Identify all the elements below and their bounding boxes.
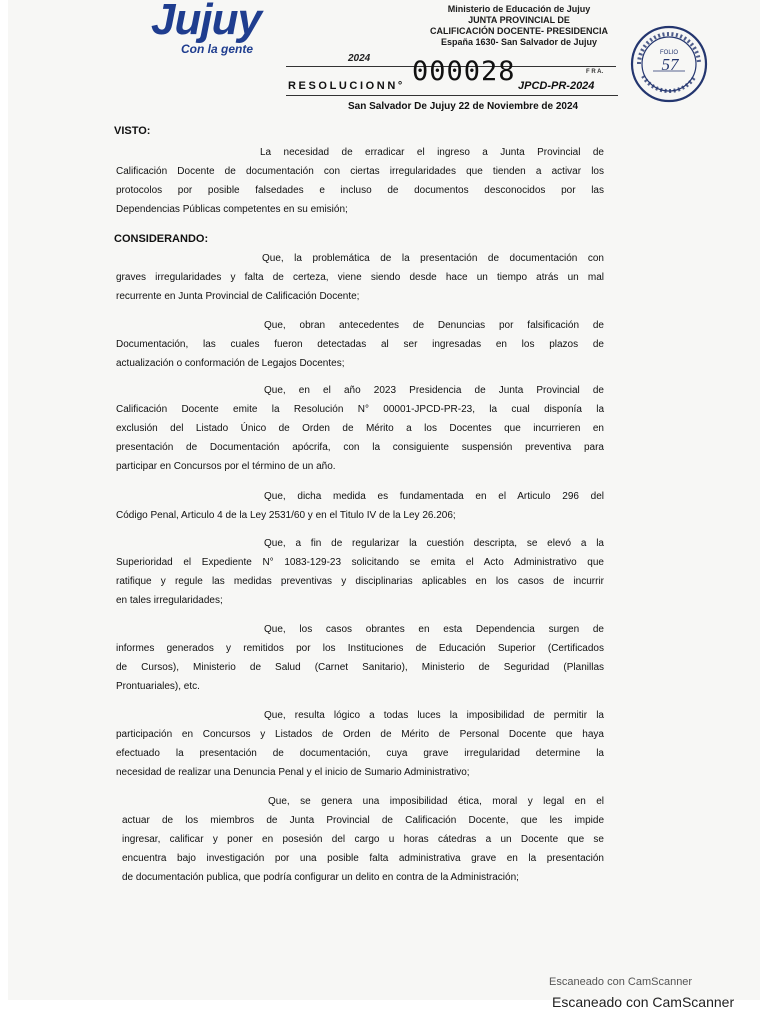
paragraph (116, 249, 604, 306)
logo-tagline: Con la gente (181, 42, 254, 56)
text-line: Que, resulta lógico a todas luces la imposibilidad de permitir la (264, 710, 604, 721)
institution-line: CALIFICACIÓN DOCENTE- PRESIDENCIA (429, 26, 608, 36)
document-page (8, 0, 760, 1000)
date-line: San Salvador De Jujuy 22 de Noviembre de 2024 (348, 101, 579, 112)
logo-wordmark: Jujuy (151, 0, 261, 44)
seal-stamp-icon (629, 24, 709, 104)
text-line: Código Penal, Articulo 4 de la Ley 2531/60 y en el Titulo IV de la Ley 26.206; (116, 510, 456, 521)
institution-line: Ministerio de Educación de Jujuy (447, 4, 591, 14)
text-line: presentación de Documentación apócrifa, con la consiguiente suspensión preventiva para (116, 442, 604, 453)
text-line: informes generados y remitidos por los Instituciones de Educación Superior (Certificados (116, 643, 604, 654)
text-line: Que, en el año 2023 Presidencia de Junta Provincial de (264, 385, 604, 396)
text-line: necesidad de realizar una Denuncia Penal y el inicio de Sumario Administrativo; (116, 767, 470, 778)
scan-stamp: Escaneado con CamScanner (549, 976, 693, 988)
text-line: Que, se genera una imposibilidad ética, moral y legal en el (268, 796, 604, 807)
text-line: Calificación Docente de documentación con ciertas irregularidades que tienden a activar los (116, 166, 604, 177)
text-line: efectuado la presentación de documentación, cuya grave irregularidad determine la (116, 748, 604, 759)
text-line: de Cursos), Ministerio de Salud (Carnet Sanitario), Ministerio de Seguridad (Planillas (116, 662, 604, 673)
text-line: Que, obran antecedentes de Denuncias por falsificación de (264, 320, 604, 331)
text-line: ratifique y regule las medidas preventivas y disciplinarias aplicables en los casos de incurrir (116, 576, 604, 587)
institution-line: España 1630- San Salvador de Jujuy (440, 37, 598, 47)
text-line: encuentra bajo investigación por una posible falta administrativa grave en la presentación (122, 853, 604, 864)
paragraph (116, 706, 604, 782)
text-line: protocolos por posible falsedades e incluso de documentos desconocidos por las (116, 185, 604, 196)
considerando-heading: CONSIDERANDO: (114, 233, 209, 245)
folio-seal (629, 24, 709, 104)
text-line: recurrente en Junta Provincial de Calificación Docente; (116, 291, 360, 302)
paragraph (116, 620, 604, 696)
scan-caption: Escaneado con CamScanner (552, 994, 735, 1010)
text-line: La necesidad de erradicar el ingreso a Junta Provincial de (260, 147, 604, 158)
text-line: Que, los casos obrantes en esta Dependencia surgen de (264, 624, 604, 635)
text-line: en tales irregularidades; (116, 595, 223, 606)
paragraph (116, 143, 604, 219)
resolution-label: RESOLUCIONN° (288, 80, 405, 92)
divider (286, 95, 618, 96)
paragraph (122, 792, 604, 887)
fra-label: F R A. (586, 69, 604, 75)
text-line: participar en Concursos por el término de un año. (116, 461, 336, 472)
text-line: Prontuariales), etc. (116, 681, 200, 692)
header-year: 2024 (348, 53, 371, 64)
paragraph (116, 487, 604, 525)
text-line: actualización o conformación de Legajos Docentes; (116, 358, 345, 369)
seal-folio-label: FOLIO (659, 50, 679, 56)
jujuy-logo (151, 2, 286, 60)
text-line: de documentación publica, que podría configurar un delito en contra de la Administración; (122, 872, 519, 883)
paragraph (116, 534, 604, 610)
paragraph (116, 316, 604, 373)
text-line: exclusión del Listado Único de Orden de Mérito a los Docentes que incurrieren en (116, 423, 604, 434)
text-line: ingresar, calificar y poner en posesión del cargo u horas cátedras a un Docente que se (122, 834, 604, 845)
text-line: Documentación, las cuales fueron detectadas al ser ingresadas en los plazos de (116, 339, 604, 350)
institution-header (412, 4, 626, 48)
text-line: Dependencias Públicas competentes en su emisión; (116, 204, 348, 215)
paragraph (116, 381, 604, 476)
seal-folio-number: 57 (661, 55, 679, 74)
text-line: Superioridad el Expediente N° 1083-129-23 solicitando se emita el Acto Administrativo que (116, 557, 604, 568)
text-line: participación en Concursos y Listados de Orden de Mérito de Personal Docente que haya (116, 729, 604, 740)
text-line: graves irregularidades y falta de certeza, viene siendo desde hace un tiempo atrás un mal (116, 272, 604, 283)
text-line: actuar de los miembros de Junta Provincial de Calificación Docente, que les impide (122, 815, 604, 826)
visto-heading: VISTO: (114, 125, 151, 137)
text-line: Que, la problemática de la presentación de documentación con (262, 253, 604, 264)
text-line: Calificación Docente emite la Resolución N° 00001-JPCD-PR-23, la cual disponía la (116, 404, 604, 415)
resolution-number: 000028 (412, 56, 516, 87)
resolution-code: JPCD-PR-2024 (518, 80, 595, 92)
text-line: Que, dicha medida es fundamentada en el Articulo 296 del (264, 491, 604, 502)
text-line: Que, a fin de regularizar la cuestión descripta, se elevó a la (264, 538, 604, 549)
institution-line: JUNTA PROVINCIAL DE (468, 15, 570, 25)
